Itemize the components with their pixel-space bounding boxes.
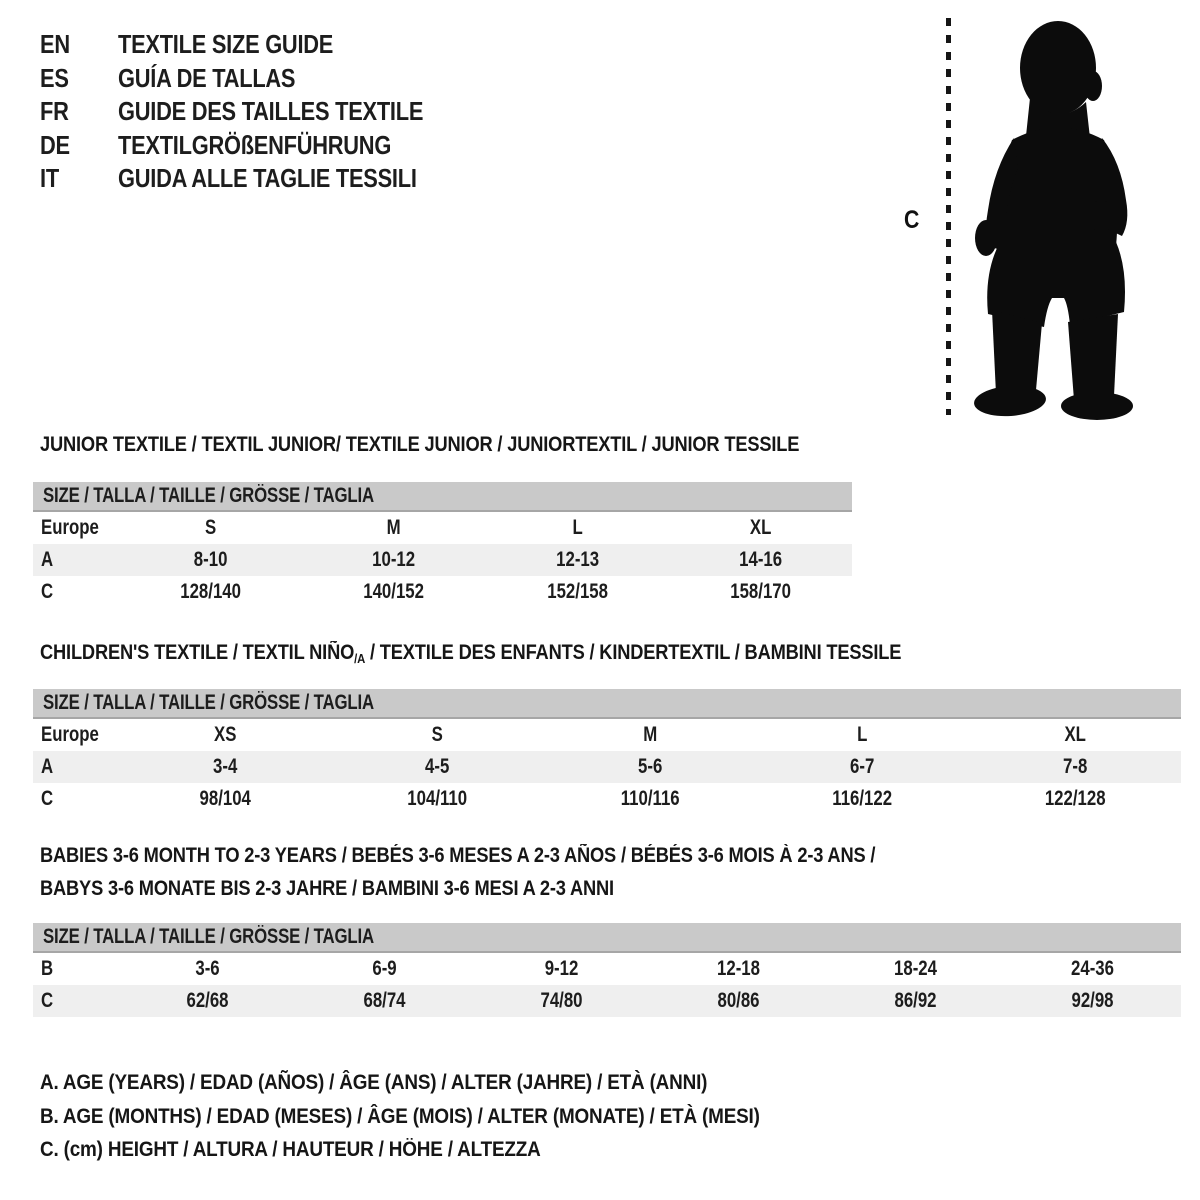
size-cell: L bbox=[571, 516, 583, 539]
children-section-title bbox=[40, 641, 901, 666]
size-cell: 98/104 bbox=[199, 787, 251, 810]
size-cell: 74/80 bbox=[540, 989, 583, 1012]
size-cell: 6-9 bbox=[372, 957, 397, 980]
size-cell: 110/116 bbox=[620, 787, 680, 810]
language-title: GUIDE DES TAILLES TEXTILE bbox=[118, 96, 424, 127]
children-title-subscript: /A bbox=[354, 651, 366, 666]
size-cell: 12-13 bbox=[555, 548, 599, 571]
size-cell: 10-12 bbox=[372, 548, 416, 571]
children-title-part2: / TEXTILE DES ENFANTS / KINDERTEXTIL / BAMBINI TESSILE bbox=[365, 641, 902, 664]
size-cell: S bbox=[431, 723, 444, 746]
table-row-height bbox=[33, 985, 1181, 1017]
language-title: GUIDA ALLE TAGLIE TESSILI bbox=[118, 163, 417, 194]
size-cell: 128/140 bbox=[180, 580, 241, 603]
size-cell: 4-5 bbox=[425, 755, 450, 778]
size-cell: M bbox=[386, 516, 401, 539]
size-cell: 116/122 bbox=[832, 787, 893, 810]
language-title: GUÍA DE TALLAS bbox=[118, 62, 296, 93]
babies-size-table bbox=[33, 923, 1181, 1017]
table-row-height bbox=[33, 576, 852, 608]
size-cell: 152/158 bbox=[546, 580, 608, 603]
language-row bbox=[40, 28, 481, 62]
language-code: ES bbox=[40, 62, 69, 93]
size-cell: 80/86 bbox=[717, 989, 760, 1012]
row-label: C bbox=[41, 787, 54, 810]
language-title: TEXTILE SIZE GUIDE bbox=[118, 29, 334, 60]
table-row-age bbox=[33, 544, 852, 576]
row-label: A bbox=[41, 548, 54, 571]
babies-section-title-line2: BABYS 3-6 MONATE BIS 2-3 JAHRE / BAMBINI 3-6 MESI A 2-3 ANNI bbox=[40, 877, 614, 900]
height-measure-c-label: C bbox=[904, 206, 920, 234]
size-cell: 104/110 bbox=[407, 787, 468, 810]
language-code: EN bbox=[40, 29, 70, 60]
size-table-header-bar bbox=[33, 482, 852, 512]
size-cell: 3-6 bbox=[195, 957, 220, 980]
size-cell: 5-6 bbox=[637, 755, 663, 778]
language-code: DE bbox=[40, 129, 70, 160]
table-row-height bbox=[33, 783, 1181, 815]
height-dashed-line bbox=[946, 18, 951, 415]
row-label: B bbox=[41, 957, 54, 980]
size-cell: 12-18 bbox=[717, 957, 760, 980]
row-label: A bbox=[41, 755, 54, 778]
size-cell: 6-7 bbox=[850, 755, 875, 778]
row-label: Europe bbox=[41, 516, 99, 539]
size-cell: 3-4 bbox=[213, 755, 238, 778]
row-label: C bbox=[41, 580, 54, 603]
size-cell: 140/152 bbox=[363, 580, 425, 603]
language-code: FR bbox=[40, 96, 69, 127]
size-table-header-label: SIZE / TALLA / TAILLE / GRÖSSE / TAGLIA bbox=[43, 484, 374, 507]
size-cell: 92/98 bbox=[1071, 989, 1114, 1012]
size-table-header-bar bbox=[33, 689, 1181, 719]
size-cell: 24-36 bbox=[1071, 957, 1114, 980]
size-table-header-bar bbox=[33, 923, 1181, 953]
size-cell: M bbox=[643, 723, 658, 746]
measurement-legend bbox=[40, 1066, 840, 1167]
size-cell: 7-8 bbox=[1062, 755, 1087, 778]
table-row-europe bbox=[33, 719, 1181, 751]
size-cell: 86/92 bbox=[894, 989, 937, 1012]
size-cell: 158/170 bbox=[730, 580, 791, 603]
size-cell: XS bbox=[213, 723, 237, 746]
table-row-europe bbox=[33, 512, 852, 544]
language-title: TEXTILGRÖßENFÜHRUNG bbox=[118, 129, 392, 160]
junior-size-table bbox=[33, 482, 852, 608]
children-title-part1: CHILDREN'S TEXTILE / TEXTIL NIÑO bbox=[40, 641, 355, 664]
language-row bbox=[40, 62, 481, 96]
language-title-list bbox=[40, 28, 481, 196]
size-cell: 8-10 bbox=[193, 548, 228, 571]
size-cell: 122/128 bbox=[1044, 787, 1106, 810]
language-row bbox=[40, 95, 481, 129]
language-row bbox=[40, 162, 481, 196]
size-cell: XL bbox=[1064, 723, 1086, 746]
size-cell: L bbox=[857, 723, 868, 746]
language-row bbox=[40, 129, 481, 163]
size-cell: 18-24 bbox=[894, 957, 937, 980]
table-row-age bbox=[33, 751, 1181, 783]
size-cell: 68/74 bbox=[363, 989, 406, 1012]
size-table-header-label: SIZE / TALLA / TAILLE / GRÖSSE / TAGLIA bbox=[43, 925, 374, 948]
junior-section-title: JUNIOR TEXTILE / TEXTIL JUNIOR/ TEXTILE JUNIOR / JUNIORTEXTIL / JUNIOR TESSILE bbox=[40, 433, 800, 456]
children-size-table bbox=[33, 689, 1181, 815]
size-cell: 9-12 bbox=[544, 957, 579, 980]
size-cell: 14-16 bbox=[738, 548, 782, 571]
size-cell: 62/68 bbox=[186, 989, 229, 1012]
legend-line-c: C. (cm) HEIGHT / ALTURA / HAUTEUR / HÖHE / ALTEZZA bbox=[40, 1138, 541, 1161]
babies-section-title-line1: BABIES 3-6 MONTH TO 2-3 YEARS / BEBÉS 3-6 MESES A 2-3 AÑOS / BÉBÉS 3-6 MOIS À 2-3 ANS / bbox=[40, 844, 876, 867]
row-label: C bbox=[41, 989, 54, 1012]
size-table-header-label: SIZE / TALLA / TAILLE / GRÖSSE / TAGLIA bbox=[43, 691, 374, 714]
legend-line-b: B. AGE (MONTHS) / EDAD (MESES) / ÂGE (MOIS) / ALTER (MONATE) / ETÀ (MESI) bbox=[40, 1104, 760, 1128]
table-row-months bbox=[33, 953, 1181, 985]
size-cell: XL bbox=[749, 516, 772, 539]
size-cell: S bbox=[205, 516, 217, 539]
legend-line-a: A. AGE (YEARS) / EDAD (AÑOS) / ÂGE (ANS) / ALTER (JAHRE) / ETÀ (ANNI) bbox=[40, 1071, 708, 1094]
toddler-silhouette-icon bbox=[968, 20, 1143, 420]
row-label: Europe bbox=[41, 723, 99, 746]
language-code: IT bbox=[40, 163, 59, 194]
